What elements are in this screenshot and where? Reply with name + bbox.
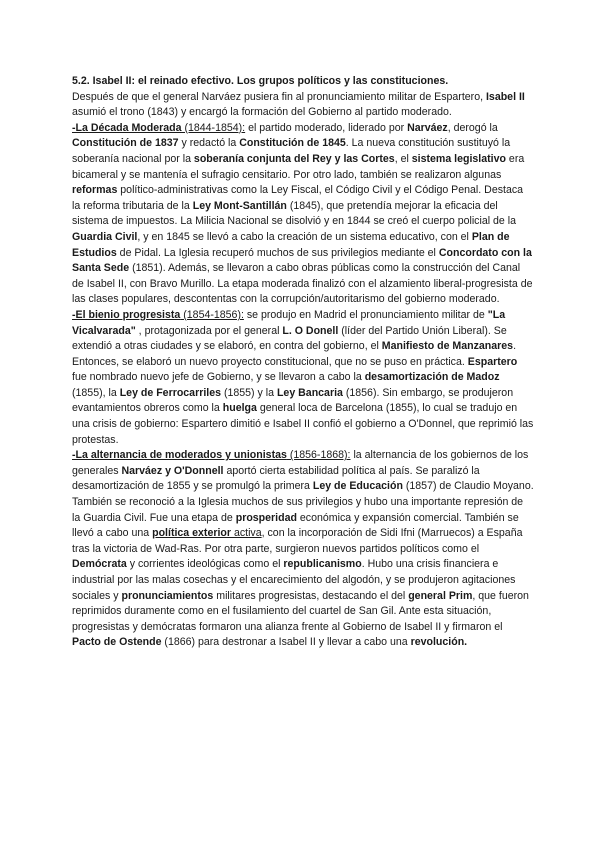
text-run: Guardia Civil <box>72 230 138 243</box>
text-run: Ley de Ferrocarriles <box>119 386 221 399</box>
intro-paragraph <box>72 90 534 121</box>
text-run: y corrientes ideológicas como el <box>126 558 284 571</box>
text-run: L. O Donell <box>282 324 339 337</box>
text-run: Constitución de 1845 <box>239 137 346 150</box>
text-run: Pacto de Ostende <box>72 636 162 649</box>
text-run: (1857) de Claudio Moyano. También se reconoció a la Iglesia muchos de sus privilegios y hubo una importante represión de la Guardia Civil. Fue una etapa de <box>72 480 534 524</box>
text-run: económica y expansión comercial. También se llevó a cabo una <box>72 511 519 540</box>
section-dates: (1844-1854): <box>181 121 246 134</box>
intro-text: Isabel II <box>485 90 525 103</box>
section-paragraph <box>72 308 534 448</box>
text-run: (1866) para destronar a Isabel II y llevar a cabo una <box>161 636 411 649</box>
section-heading: -El bienio progresista <box>72 308 181 321</box>
text-run: huelga <box>222 402 257 415</box>
intro-text: Después de que el general Narváez pusiera fin al pronunciamiento militar de Espartero, <box>72 90 486 103</box>
section-dates: (1854-1856): <box>180 308 244 321</box>
text-run: Manifiesto de Manzanares <box>381 340 514 353</box>
section-body <box>72 122 533 306</box>
text-run: Demócrata <box>72 558 127 571</box>
text-run: Ley Mont-Santillán <box>192 199 287 212</box>
intro-text: asumió el trono (1843) y encargó la formación del Gobierno al partido moderado. <box>72 106 452 119</box>
text-run: Espartero <box>467 355 518 368</box>
text-run: , el <box>394 152 412 165</box>
text-run: , que fueron reprimidos duramente como en el fusilamiento del cuartel de San Gil. Ante esta situación, progresistas y demócratas formaron una alianza frente al Gobierno de Isabel II y firmaron el <box>72 589 529 633</box>
section-dates: (1856-1868): <box>286 449 351 462</box>
text-run: . Entonces, se elaboró un nuevo proyecto constitucional, que no se puso en práctica. <box>72 340 517 368</box>
text-run: aportó cierta estabilidad política al país. Se paralizó la desamortización de 1855 y se promulgó la primera <box>72 464 480 493</box>
text-run: Concordato con la Santa Sede <box>72 246 532 275</box>
text-run: fue nombrado nuevo jefe de Gobierno, y se llevaron a cabo la <box>72 371 365 384</box>
text-run: Ley de Educación <box>312 480 403 493</box>
text-run: reformas <box>72 184 118 197</box>
section-body <box>72 309 533 446</box>
text-run: republicanismo <box>283 558 362 571</box>
section-paragraph <box>72 448 534 651</box>
section-lead: el partido moderado, liderado por <box>245 121 408 134</box>
section-body <box>72 465 534 649</box>
text-run: . Hubo una crisis financiera e industrial por las malas cosechas y el encarecimiento del algodón, y se produjeron agitaciones sociales y <box>72 558 516 602</box>
section-paragraph <box>72 121 534 308</box>
section-lead: se produjo en Madrid el pronunciamiento militar de <box>243 308 488 321</box>
text-run: , y en 1845 se llevó a cabo la creación de un sistema educativo, con el <box>137 230 472 243</box>
text-run: (1845), que pretendía mejorar la eficacia del sistema de impuestos. La Milicia Nacional se disolvió y en 1844 se creó el cuerpo policial de la <box>72 199 516 228</box>
text-run: sistema legislativo <box>411 152 506 165</box>
text-run: Narváez <box>407 121 448 134</box>
text-run: era bicameral y se mantenía el sufragio censitario. Por otro lado, también se realizaron algunas <box>72 152 525 181</box>
text-run: "La Vicalvarada" <box>72 308 506 337</box>
section-heading: -La alternancia de moderados y unionistas <box>72 449 287 462</box>
section-title: 5.2. Isabel II: el reinado efectivo. Los grupos políticos y las constituciones. <box>72 75 449 87</box>
text-run: (1855) y la <box>221 386 277 399</box>
text-run: Ley Bancaria <box>276 386 343 399</box>
text-run: general Prim <box>408 589 473 602</box>
text-run: militares progresistas, destacando el del <box>213 589 409 602</box>
text-run: y redactó la <box>178 137 240 150</box>
text-run: pronunciamientos <box>121 589 214 602</box>
text-run: Constitución de 1837 <box>72 137 179 150</box>
section-lead: la alternancia de los gobiernos de los generales <box>72 449 529 477</box>
section-heading: -La Década Moderada <box>72 121 182 134</box>
document-page <box>72 74 534 651</box>
text-run: desamortización de Madoz <box>364 371 500 384</box>
text-run: (1856). Sin embargo, se produjeron evantamientos obreros como la <box>72 386 514 415</box>
text-run: soberanía conjunta del Rey y las Cortes <box>193 152 395 165</box>
text-run: . La nueva constitución sustituyó la soberanía nacional por la <box>72 137 511 165</box>
text-run: (líder del Partido Unión Liberal). Se extendió a otras ciudades y se elaboró, en contra del gobierno, el <box>72 324 507 353</box>
text-run: , protagonizada por el general <box>135 324 283 337</box>
text-run: , derogó la <box>447 121 498 134</box>
text-run: político-administrativas como la Ley Fiscal, el Código Civil y el Código Penal. Destaca la reforma tributaria de la <box>72 184 524 212</box>
text-run: (1851). Además, se llevaron a cabo obras públicas como la construcción del Canal de Isabel II, con Bravo Murillo. La etapa moderada finalizó con el alzamiento liberal-progresista de las clases populares, descontentas con la corrupción/autoritarismo del gobierno moderado. <box>72 262 533 306</box>
text-run: Plan de Estudios <box>72 230 510 259</box>
text-run: de Pidal. La Iglesia recuperó muchos de sus privilegios mediante el <box>116 246 439 259</box>
text-run: prosperidad <box>235 511 297 524</box>
text-run: , con la incorporación de Sidi Ifni (Marruecos) a España tras la victoria de Wad-Ras. Por otra parte, surgieron nuevos partidos políticos como el <box>72 527 523 555</box>
text-run: general loca de Barcelona (1855), lo cual se tradujo en una crisis de gobierno: Espartero dimitió e Isabel II confió el gobierno a O'Donnel, que reprimió las protestas. <box>72 402 534 446</box>
text-run: revolución. <box>410 636 468 649</box>
text-run: Narváez y O'Donnell <box>121 464 224 477</box>
text-run: política exterior <box>152 527 231 540</box>
text-run: (1855), la <box>72 386 120 399</box>
text-run: activa <box>231 527 262 540</box>
